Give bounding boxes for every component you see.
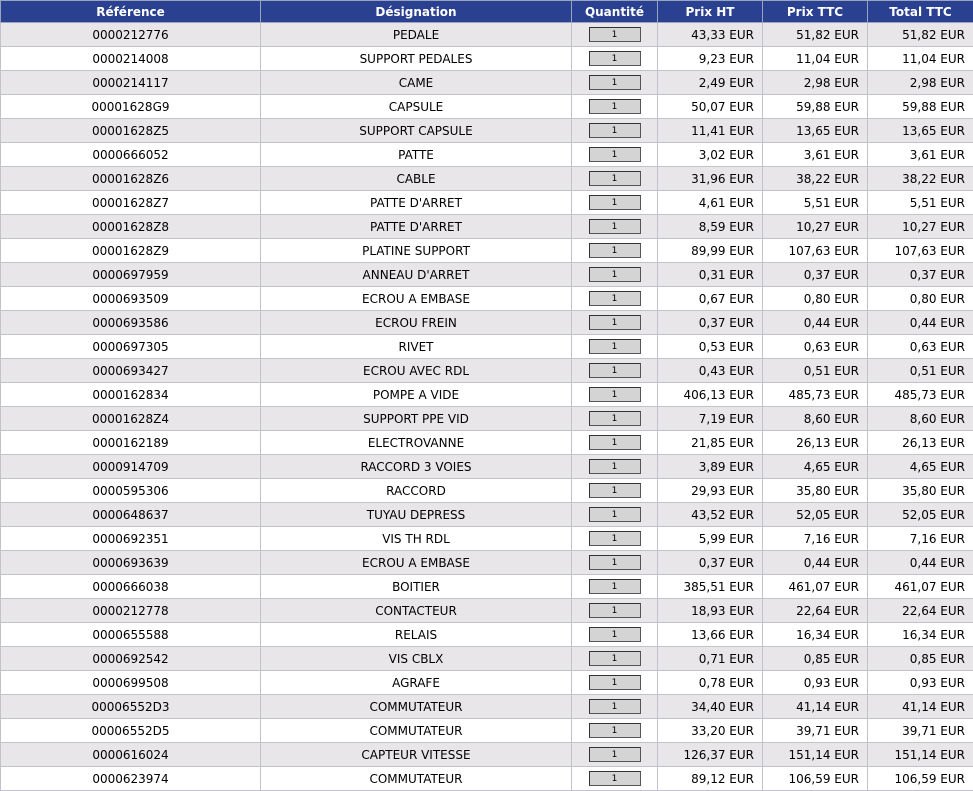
cell-reference: 0000693586 [1,311,261,335]
cell-designation: ECROU AVEC RDL [261,359,572,383]
cell-designation: CAME [261,71,572,95]
cell-prix-ht: 5,99 EUR [658,527,763,551]
cell-prix-ht: 406,13 EUR [658,383,763,407]
cell-total-ttc: 107,63 EUR [868,239,973,263]
cell-quantite [572,263,658,287]
table-row [1,551,973,575]
cell-prix-ttc: 4,65 EUR [763,455,868,479]
cell-reference: 0000692351 [1,527,261,551]
quantity-input[interactable] [589,123,641,138]
cell-total-ttc: 59,88 EUR [868,95,973,119]
table-row [1,599,973,623]
cell-prix-ttc: 0,44 EUR [763,551,868,575]
cell-designation: BOITIER [261,575,572,599]
cell-reference: 0000214008 [1,47,261,71]
quantity-input[interactable] [589,363,641,378]
table-row [1,527,973,551]
cell-prix-ttc: 151,14 EUR [763,743,868,767]
cell-designation: PATTE D'ARRET [261,215,572,239]
cell-reference: 0000692542 [1,647,261,671]
cell-reference: 00006552D5 [1,719,261,743]
cell-reference: 00001628G9 [1,95,261,119]
quantity-input[interactable] [589,459,641,474]
cell-designation: COMMUTATEUR [261,719,572,743]
cell-quantite [572,719,658,743]
cell-prix-ttc: 0,85 EUR [763,647,868,671]
cell-total-ttc: 16,34 EUR [868,623,973,647]
cell-total-ttc: 13,65 EUR [868,119,973,143]
cell-reference: 0000693427 [1,359,261,383]
cell-designation: POMPE A VIDE [261,383,572,407]
table-row [1,431,973,455]
cell-total-ttc: 0,44 EUR [868,551,973,575]
cell-designation: RACCORD 3 VOIES [261,455,572,479]
quantity-input[interactable] [589,771,641,786]
cell-total-ttc: 5,51 EUR [868,191,973,215]
cell-prix-ttc: 52,05 EUR [763,503,868,527]
quantity-input[interactable] [589,267,641,282]
cell-total-ttc: 0,80 EUR [868,287,973,311]
cell-total-ttc: 38,22 EUR [868,167,973,191]
quantity-input[interactable] [589,411,641,426]
quantity-input[interactable] [589,339,641,354]
quantity-input[interactable] [589,531,641,546]
cell-quantite [572,599,658,623]
column-header-designation: Désignation [261,1,572,23]
cell-prix-ht: 50,07 EUR [658,95,763,119]
table-row [1,95,973,119]
cell-quantite [572,551,658,575]
cell-designation: COMMUTATEUR [261,767,572,791]
cell-total-ttc: 8,60 EUR [868,407,973,431]
cell-quantite [572,527,658,551]
column-header-reference: Référence [1,1,261,23]
cell-prix-ttc: 107,63 EUR [763,239,868,263]
cell-prix-ht: 43,52 EUR [658,503,763,527]
cell-total-ttc: 52,05 EUR [868,503,973,527]
quantity-input[interactable] [589,243,641,258]
quantity-input[interactable] [589,699,641,714]
cell-reference: 00001628Z9 [1,239,261,263]
cell-prix-ht: 3,89 EUR [658,455,763,479]
cell-prix-ttc: 35,80 EUR [763,479,868,503]
table-row [1,743,973,767]
cell-designation: COMMUTATEUR [261,695,572,719]
cell-prix-ttc: 7,16 EUR [763,527,868,551]
cell-designation: AGRAFE [261,671,572,695]
cell-prix-ht: 9,23 EUR [658,47,763,71]
cell-prix-ttc: 41,14 EUR [763,695,868,719]
cell-designation: PATTE D'ARRET [261,191,572,215]
table-row [1,47,973,71]
cell-quantite [572,671,658,695]
quantity-input[interactable] [589,603,641,618]
table-row [1,287,973,311]
cell-designation: SUPPORT PPE VID [261,407,572,431]
cell-designation: RACCORD [261,479,572,503]
quantity-input[interactable] [589,315,641,330]
quantity-input[interactable] [589,579,641,594]
cell-reference: 00006552D3 [1,695,261,719]
table-row [1,695,973,719]
cell-total-ttc: 26,13 EUR [868,431,973,455]
quantity-input[interactable] [589,747,641,762]
cell-quantite [572,503,658,527]
cell-prix-ttc: 0,93 EUR [763,671,868,695]
cell-quantite [572,287,658,311]
cell-prix-ht: 0,31 EUR [658,263,763,287]
cell-designation: PLATINE SUPPORT [261,239,572,263]
cell-reference: 0000666052 [1,143,261,167]
quantity-input[interactable] [589,627,641,642]
cell-quantite [572,479,658,503]
quantity-input[interactable] [589,723,641,738]
cell-quantite [572,119,658,143]
cell-prix-ttc: 0,63 EUR [763,335,868,359]
table-row [1,143,973,167]
cell-quantite [572,23,658,47]
cell-total-ttc: 0,93 EUR [868,671,973,695]
cell-designation: CAPTEUR VITESSE [261,743,572,767]
quantity-input[interactable] [589,387,641,402]
table-row [1,119,973,143]
cell-quantite [572,767,658,791]
cell-prix-ttc: 5,51 EUR [763,191,868,215]
cell-total-ttc: 151,14 EUR [868,743,973,767]
cell-prix-ht: 33,20 EUR [658,719,763,743]
cell-prix-ht: 89,99 EUR [658,239,763,263]
cell-quantite [572,143,658,167]
table-row [1,215,973,239]
cell-prix-ttc: 0,51 EUR [763,359,868,383]
cell-quantite [572,575,658,599]
cell-quantite [572,455,658,479]
cell-reference: 0000648637 [1,503,261,527]
column-header-prix-ht: Prix HT [658,1,763,23]
cell-prix-ht: 0,67 EUR [658,287,763,311]
quantity-input[interactable] [589,51,641,66]
cell-prix-ht: 0,43 EUR [658,359,763,383]
cell-prix-ht: 34,40 EUR [658,695,763,719]
cell-total-ttc: 0,37 EUR [868,263,973,287]
cell-total-ttc: 10,27 EUR [868,215,973,239]
cell-quantite [572,191,658,215]
cell-quantite [572,695,658,719]
table-row [1,263,973,287]
cell-total-ttc: 485,73 EUR [868,383,973,407]
cell-prix-ttc: 13,65 EUR [763,119,868,143]
cell-reference: 0000914709 [1,455,261,479]
cell-total-ttc: 11,04 EUR [868,47,973,71]
cell-reference: 0000693509 [1,287,261,311]
table-row [1,719,973,743]
cell-prix-ttc: 485,73 EUR [763,383,868,407]
cell-designation: VIS CBLX [261,647,572,671]
cell-prix-ttc: 16,34 EUR [763,623,868,647]
cell-quantite [572,311,658,335]
cell-quantite [572,359,658,383]
cell-quantite [572,239,658,263]
cell-prix-ht: 29,93 EUR [658,479,763,503]
quantity-input[interactable] [589,195,641,210]
cell-reference: 0000212776 [1,23,261,47]
cell-prix-ht: 126,37 EUR [658,743,763,767]
cell-prix-ht: 7,19 EUR [658,407,763,431]
quantity-input[interactable] [589,291,641,306]
cell-quantite [572,647,658,671]
column-header-prix-ttc: Prix TTC [763,1,868,23]
cell-prix-ht: 43,33 EUR [658,23,763,47]
table-row [1,167,973,191]
cell-reference: 0000162189 [1,431,261,455]
cell-reference: 00001628Z4 [1,407,261,431]
cell-total-ttc: 51,82 EUR [868,23,973,47]
cell-prix-ttc: 0,80 EUR [763,287,868,311]
quantity-input[interactable] [589,555,641,570]
table-row [1,623,973,647]
quantity-input[interactable] [589,651,641,666]
cell-total-ttc: 22,64 EUR [868,599,973,623]
cell-total-ttc: 0,51 EUR [868,359,973,383]
cell-total-ttc: 0,63 EUR [868,335,973,359]
cell-reference: 0000212778 [1,599,261,623]
cell-prix-ttc: 106,59 EUR [763,767,868,791]
cell-prix-ttc: 2,98 EUR [763,71,868,95]
cell-prix-ht: 13,66 EUR [658,623,763,647]
cell-quantite [572,743,658,767]
cell-reference: 0000699508 [1,671,261,695]
table-body [1,23,973,791]
quantity-input[interactable] [589,507,641,522]
cell-prix-ht: 8,59 EUR [658,215,763,239]
quantity-input[interactable] [589,435,641,450]
cell-total-ttc: 0,85 EUR [868,647,973,671]
cell-total-ttc: 4,65 EUR [868,455,973,479]
cell-reference: 0000616024 [1,743,261,767]
cell-reference: 00001628Z8 [1,215,261,239]
cell-total-ttc: 0,44 EUR [868,311,973,335]
cell-prix-ht: 2,49 EUR [658,71,763,95]
cell-designation: CABLE [261,167,572,191]
cell-reference: 00001628Z7 [1,191,261,215]
cell-prix-ttc: 461,07 EUR [763,575,868,599]
table-row [1,23,973,47]
cell-prix-ttc: 26,13 EUR [763,431,868,455]
cell-quantite [572,431,658,455]
cell-total-ttc: 106,59 EUR [868,767,973,791]
table-row [1,575,973,599]
cell-designation: ANNEAU D'ARRET [261,263,572,287]
quantity-input[interactable] [589,99,641,114]
cell-total-ttc: 35,80 EUR [868,479,973,503]
cell-quantite [572,335,658,359]
cell-quantite [572,623,658,647]
table-row [1,455,973,479]
cell-prix-ttc: 3,61 EUR [763,143,868,167]
cell-reference: 0000595306 [1,479,261,503]
cell-designation: RIVET [261,335,572,359]
column-header-quantite: Quantité [572,1,658,23]
cell-prix-ttc: 0,37 EUR [763,263,868,287]
cell-quantite [572,383,658,407]
cell-reference: 00001628Z5 [1,119,261,143]
cell-prix-ttc: 22,64 EUR [763,599,868,623]
table-row [1,239,973,263]
table-row [1,503,973,527]
cell-quantite [572,71,658,95]
cell-prix-ht: 0,37 EUR [658,551,763,575]
table-header-row [1,1,973,23]
cell-quantite [572,95,658,119]
quantity-input[interactable] [589,219,641,234]
cell-designation: RELAIS [261,623,572,647]
cell-designation: CONTACTEUR [261,599,572,623]
cell-prix-ht: 385,51 EUR [658,575,763,599]
table-row [1,647,973,671]
table-row [1,359,973,383]
cell-prix-ttc: 8,60 EUR [763,407,868,431]
cell-quantite [572,407,658,431]
cell-reference: 0000697305 [1,335,261,359]
cell-quantite [572,215,658,239]
cell-total-ttc: 7,16 EUR [868,527,973,551]
cell-designation: SUPPORT CAPSULE [261,119,572,143]
cell-reference: 0000697959 [1,263,261,287]
cell-designation: TUYAU DEPRESS [261,503,572,527]
table-row [1,383,973,407]
cell-designation: PEDALE [261,23,572,47]
cell-prix-ht: 4,61 EUR [658,191,763,215]
cell-designation: ECROU A EMBASE [261,551,572,575]
cell-prix-ttc: 51,82 EUR [763,23,868,47]
cell-prix-ht: 18,93 EUR [658,599,763,623]
quantity-input[interactable] [589,27,641,42]
cell-prix-ht: 0,53 EUR [658,335,763,359]
cell-total-ttc: 2,98 EUR [868,71,973,95]
cell-total-ttc: 39,71 EUR [868,719,973,743]
cell-reference: 0000666038 [1,575,261,599]
table-row [1,71,973,95]
cell-prix-ttc: 10,27 EUR [763,215,868,239]
cell-reference: 0000623974 [1,767,261,791]
cell-designation: ECROU A EMBASE [261,287,572,311]
cell-prix-ht: 11,41 EUR [658,119,763,143]
column-header-total-ttc: Total TTC [868,1,973,23]
cell-prix-ttc: 11,04 EUR [763,47,868,71]
quantity-input[interactable] [589,147,641,162]
cell-designation: ELECTROVANNE [261,431,572,455]
table-row [1,407,973,431]
cell-prix-ttc: 0,44 EUR [763,311,868,335]
cell-reference: 00001628Z6 [1,167,261,191]
quantity-input[interactable] [589,171,641,186]
cell-prix-ht: 21,85 EUR [658,431,763,455]
cell-reference: 0000693639 [1,551,261,575]
cell-designation: SUPPORT PEDALES [261,47,572,71]
table-row [1,311,973,335]
cell-designation: CAPSULE [261,95,572,119]
cell-total-ttc: 3,61 EUR [868,143,973,167]
cell-total-ttc: 461,07 EUR [868,575,973,599]
cell-prix-ht: 0,37 EUR [658,311,763,335]
table-row [1,479,973,503]
cell-designation: VIS TH RDL [261,527,572,551]
table-row [1,767,973,791]
cell-reference: 0000214117 [1,71,261,95]
table-row [1,335,973,359]
cell-reference: 0000655588 [1,623,261,647]
cell-prix-ttc: 39,71 EUR [763,719,868,743]
quantity-input[interactable] [589,75,641,90]
quantity-input[interactable] [589,483,641,498]
cell-quantite [572,47,658,71]
cell-prix-ht: 31,96 EUR [658,167,763,191]
cell-prix-ht: 0,78 EUR [658,671,763,695]
cell-reference: 0000162834 [1,383,261,407]
cell-prix-ht: 0,71 EUR [658,647,763,671]
cell-prix-ht: 89,12 EUR [658,767,763,791]
cell-prix-ht: 3,02 EUR [658,143,763,167]
cell-prix-ttc: 59,88 EUR [763,95,868,119]
cell-quantite [572,167,658,191]
cell-prix-ttc: 38,22 EUR [763,167,868,191]
table-row [1,671,973,695]
cell-designation: ECROU FREIN [261,311,572,335]
table-row [1,191,973,215]
quantity-input[interactable] [589,675,641,690]
cell-designation: PATTE [261,143,572,167]
cell-total-ttc: 41,14 EUR [868,695,973,719]
